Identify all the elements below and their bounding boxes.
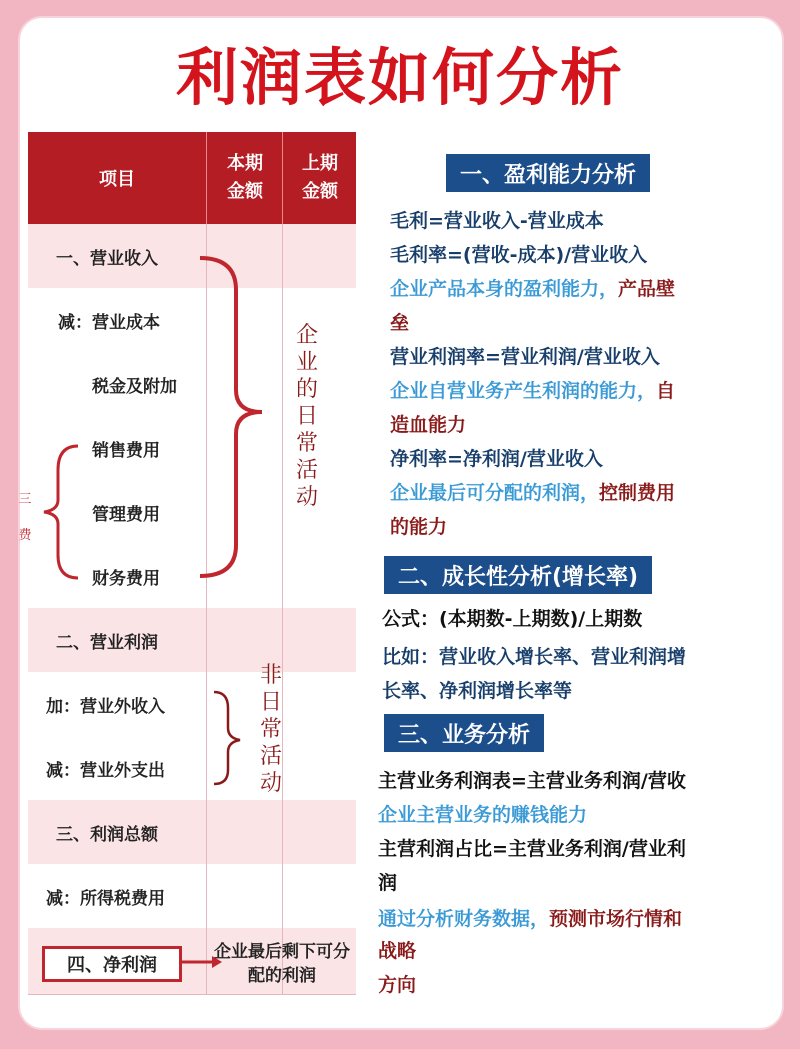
table-row: 三、利润总额 (28, 800, 356, 865)
page-title: 利润表如何分析 (175, 41, 624, 114)
text-line: 企业自营业务产生利润的能力，自 (390, 380, 676, 402)
text-line: 造血能力 (390, 414, 467, 436)
text-line: 主营利润占比=主营业务利润/营业利 (378, 838, 686, 860)
table-row: 加：营业外收入 (28, 672, 356, 737)
text-line: 长率、净利润增长率等 (382, 680, 573, 702)
text-line: 润 (378, 872, 398, 894)
section-profitability: 一、盈利能力分析 (446, 154, 650, 192)
header-item: 项目 (99, 169, 135, 190)
net-profit-box: 四、净利润 (42, 946, 182, 982)
text-line: 的能力 (390, 516, 448, 538)
table-row: 减：所得税费用 (28, 864, 356, 929)
table-row: 一、营业收入 (28, 224, 356, 289)
nondaily-brace (214, 692, 240, 784)
daily-activity-note: 企业的日常活动 (295, 323, 318, 510)
table-row: 财务费用 (28, 544, 356, 609)
text-line: 营业利润率=营业利润/营业收入 (390, 346, 660, 368)
section-business: 三、业务分析 (384, 714, 544, 752)
table-row: 销售费用 (28, 416, 356, 481)
header-previous: 上期 金额 (282, 132, 357, 224)
three-fees-note: 三费 (18, 492, 32, 543)
section-growth: 二、成长性分析(增长率) (384, 556, 652, 594)
table-row: 税金及附加 (28, 352, 356, 417)
text-line: 比如：营业收入增长率、营业利润增 (382, 646, 687, 668)
table-row: 二、营业利润 (28, 608, 356, 673)
text-line: 净利率=净利润/营业收入 (390, 448, 603, 470)
text-line: 毛利=营业收入-营业成本 (390, 210, 604, 232)
text-line: 毛利率=(营收-成本)/营业收入 (390, 244, 648, 266)
text-line: 企业最后可分配的利润，控制费用 (390, 482, 676, 504)
text-line: 方向 (378, 974, 417, 996)
daily-brace (200, 258, 262, 576)
table-row: 减：营业外支出 (28, 736, 356, 801)
text-line: 战略 (378, 940, 417, 962)
table-row: 管理费用 (28, 480, 356, 545)
three-fees-brace (44, 446, 78, 578)
text-line: 通过分析财务数据，预测市场行情和 (378, 908, 683, 930)
text-line: 主营业务利润表=主营业务利润/营收 (378, 770, 686, 792)
table-row: 减：营业成本 (28, 288, 356, 353)
text-line: 企业主营业务的赚钱能力 (378, 804, 588, 826)
text-line: 垒 (390, 312, 410, 334)
net-profit-note: 企业最后剩下可分配的利润 (214, 942, 350, 986)
header-current: 本期 金额 (206, 132, 283, 224)
text-line: 公式：(本期数-上期数)/上期数 (382, 608, 643, 630)
nondaily-activity-note: 非日常活动 (259, 663, 282, 796)
text-line: 企业产品本身的盈利能力，产品壁 (390, 278, 676, 300)
